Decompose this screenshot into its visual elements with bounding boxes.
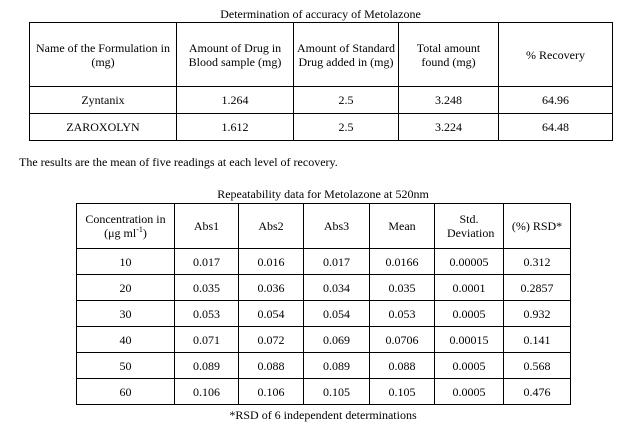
table-cell: 0.0706 xyxy=(370,327,435,353)
table-cell: 2.5 xyxy=(294,87,399,114)
table-cell: Zyntanix xyxy=(30,87,177,114)
table-cell: 0.035 xyxy=(175,275,239,301)
table-cell: 0.069 xyxy=(304,327,370,353)
rsd-footnote: *RSD of 6 independent determinations xyxy=(229,408,417,422)
recovery-note: The results are the mean of five readings at each level of recovery. xyxy=(19,155,338,169)
table-cell: 30 xyxy=(77,301,175,327)
table-cell: 0.017 xyxy=(304,249,370,275)
table-cell: 1.612 xyxy=(177,114,294,141)
table-cell: 0.088 xyxy=(370,353,435,379)
table-cell: 0.072 xyxy=(239,327,304,353)
table-cell: 10 xyxy=(77,249,175,275)
accuracy-header-cell: % Recovery xyxy=(499,23,613,87)
table-cell: 0.034 xyxy=(304,275,370,301)
table-cell: 0.016 xyxy=(239,249,304,275)
table-row xyxy=(30,87,613,114)
table-cell: 60 xyxy=(77,379,175,405)
repeatability-header-row xyxy=(77,204,571,249)
table-cell: 3.248 xyxy=(399,87,499,114)
repeatability-header-cell: Abs1 xyxy=(175,204,239,249)
table-cell: 0.054 xyxy=(304,301,370,327)
table-cell: 0.2857 xyxy=(504,275,571,301)
table-cell: 0.568 xyxy=(504,353,571,379)
table-row xyxy=(77,379,571,405)
table-cell: 64.96 xyxy=(499,87,613,114)
table-cell: 0.00015 xyxy=(435,327,504,353)
table-cell: 0.035 xyxy=(370,275,435,301)
repeatability-header-cell: Mean xyxy=(370,204,435,249)
table-cell: 0.089 xyxy=(304,353,370,379)
table-cell: 0.053 xyxy=(175,301,239,327)
repeatability-header-cell: Abs2 xyxy=(239,204,304,249)
table-cell: 64.48 xyxy=(499,114,613,141)
table-cell: 0.312 xyxy=(504,249,571,275)
accuracy-header-cell: Amount of Drug in Blood sample (mg) xyxy=(177,23,294,87)
table-row xyxy=(77,301,571,327)
table-row xyxy=(77,275,571,301)
table-cell: 0.0001 xyxy=(435,275,504,301)
repeatability-table-title: Repeatability data for Metolazone at 520nm xyxy=(217,187,429,201)
table-row xyxy=(77,249,571,275)
table-cell: 0.105 xyxy=(370,379,435,405)
table-cell: 0.476 xyxy=(504,379,571,405)
table-cell: 50 xyxy=(77,353,175,379)
table-cell: 0.071 xyxy=(175,327,239,353)
table-cell: 1.264 xyxy=(177,87,294,114)
accuracy-header-cell: Total amount found (mg) xyxy=(399,23,499,87)
table-cell: 0.141 xyxy=(504,327,571,353)
table-cell: 3.224 xyxy=(399,114,499,141)
accuracy-table xyxy=(29,22,613,141)
table-cell: 0.0166 xyxy=(370,249,435,275)
accuracy-header-cell: Amount of Standard Drug added in (mg) xyxy=(294,23,399,87)
table-cell: 0.105 xyxy=(304,379,370,405)
table-cell: 0.053 xyxy=(370,301,435,327)
concentration-header-unit-sup: -1 xyxy=(136,225,143,234)
table-row xyxy=(77,353,571,379)
concentration-header-label: Concentration in xyxy=(85,212,166,226)
table-cell: 0.00005 xyxy=(435,249,504,275)
table-cell: 0.106 xyxy=(175,379,239,405)
table-cell: ZAROXOLYN xyxy=(30,114,177,141)
concentration-header-unit-close: ) xyxy=(142,226,147,240)
table-cell: 0.089 xyxy=(175,353,239,379)
repeatability-header-cell xyxy=(77,204,175,249)
table-cell: 0.0005 xyxy=(435,301,504,327)
table-cell: 0.054 xyxy=(239,301,304,327)
repeatability-header-cell: Abs3 xyxy=(304,204,370,249)
repeatability-table xyxy=(76,203,571,405)
accuracy-table-title: Determination of accuracy of Metolazone xyxy=(220,7,421,21)
table-cell: 40 xyxy=(77,327,175,353)
repeatability-header-cell: Std. Deviation xyxy=(435,204,504,249)
table-cell: 0.106 xyxy=(239,379,304,405)
table-row xyxy=(30,114,613,141)
accuracy-header-cell: Name of the Formulation in (mg) xyxy=(30,23,177,87)
table-cell: 0.036 xyxy=(239,275,304,301)
table-cell: 0.932 xyxy=(504,301,571,327)
accuracy-header-row xyxy=(30,23,613,87)
table-cell: 0.0005 xyxy=(435,379,504,405)
table-cell: 20 xyxy=(77,275,175,301)
concentration-header-unit: (μg ml xyxy=(104,226,137,240)
table-row xyxy=(77,327,571,353)
table-cell: 0.017 xyxy=(175,249,239,275)
table-cell: 0.0005 xyxy=(435,353,504,379)
table-cell: 0.088 xyxy=(239,353,304,379)
table-cell: 2.5 xyxy=(294,114,399,141)
repeatability-header-cell: (%) RSD* xyxy=(504,204,571,249)
